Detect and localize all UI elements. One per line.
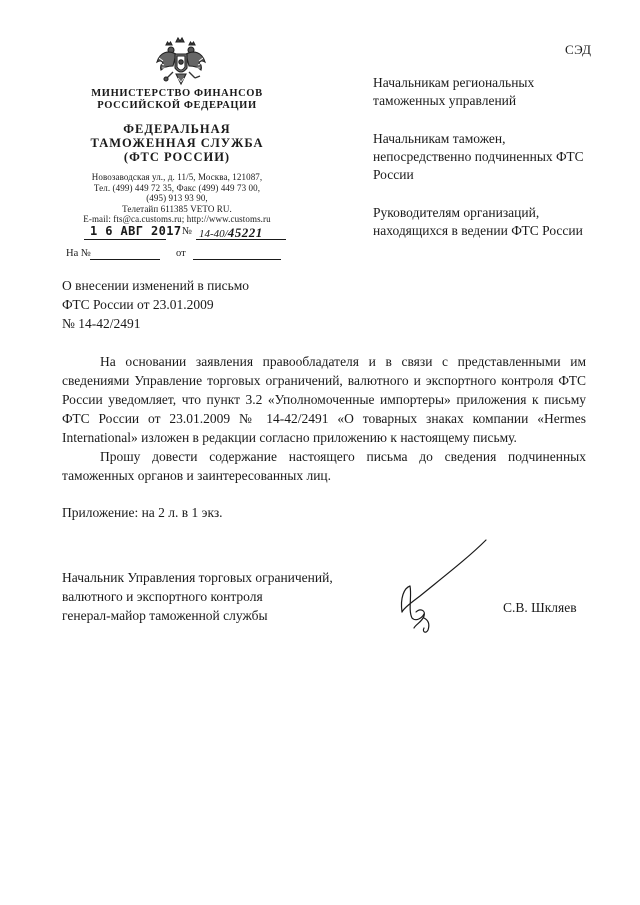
handwritten-signature-icon [390, 538, 500, 638]
registration-date: 1 6 АВГ 2017 [90, 224, 182, 238]
number-underline [196, 239, 286, 240]
date-underline [84, 239, 166, 240]
addressee-item: Начальникам региональных таможенных управлений [373, 75, 535, 108]
body-paragraph: Прошу довести содержание настоящего письма до сведения подчиненных таможенных органов и заинтересованных лиц. [62, 449, 586, 483]
contact-address: Новозаводская ул., д. 11/5, Москва, 121087, Тел. (499) 449 72 35, Факс (499) 449 73 00, (495) 913 93 90, Телетайп 611385 VETO RU. E-mail: fts@ca.customs.ru; http://www.customs.ru [83, 172, 271, 224]
on-number-blank [90, 259, 160, 260]
addressee-list [373, 74, 603, 260]
sed-mark: СЭД [565, 42, 592, 57]
addressee-item: Начальникам таможен, непосредственно подчиненных ФТС России [373, 131, 584, 182]
from-label: от [176, 248, 186, 259]
coat-of-arms-icon [154, 36, 208, 90]
organization-header [62, 88, 292, 225]
number-prefix: № [182, 226, 193, 237]
letter-subject: О внесении изменений в письмо ФТС России от 23.01.2009 № 14-42/2491 [62, 278, 250, 331]
addressee-item: Руководителям организаций, находящихся в ведении ФТС России [373, 205, 583, 238]
attachment-note: Приложение: на 2 л. в 1 экз. [62, 505, 223, 520]
service-name: ФЕДЕРАЛЬНАЯ ТАМОЖЕННАЯ СЛУЖБА (ФТС РОССИИ) [90, 122, 264, 164]
signer-name: С.В. Шкляев [503, 600, 577, 615]
signatory-position: Начальник Управления торговых ограничений, валютного и экспортного контроля генерал-майор таможенной службы [62, 570, 333, 623]
from-date-blank [193, 259, 281, 260]
body-paragraph: На основании заявления правообладателя и в связи с представленными им сведениями Управление торговых ограничений, валютного и экспортного контроля ФТС России уведомляет, что пункт 3.2 «Уполномоченные импортеры» приложения к письму ФТС России от 23.01.2009 № 14-42/2491 «О товарных знаках компании «Hermes International» изложен в редакции согласно приложению к настоящему письму. [62, 354, 586, 445]
reference-line [66, 248, 286, 262]
ministry-name: МИНИСТЕРСТВО ФИНАНСОВ РОССИЙСКОЙ ФЕДЕРАЦИИ [91, 88, 263, 111]
registration-number: 14-40/45221 [199, 225, 263, 240]
registration-line [66, 226, 286, 242]
handwritten-number: 45221 [227, 225, 263, 240]
letter-body [62, 352, 586, 485]
on-number-label: На № [66, 248, 91, 259]
